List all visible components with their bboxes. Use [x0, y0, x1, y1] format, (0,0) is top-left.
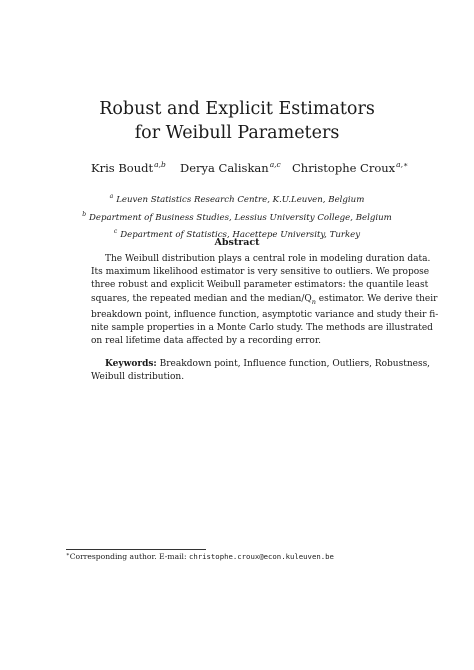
- keywords-text: Breakdown point, Influence function, Outliers, Robustness,: [156, 359, 431, 369]
- keywords-line-1: [91, 358, 431, 371]
- affil-text: Leuven Statistics Research Centre, K.U.Leuven, Belgium: [116, 195, 365, 205]
- abstract-line-4-start: squares, the repeated median and the median/Q: [91, 293, 312, 304]
- affil-text: Department of Statistics, Hacettepe University, Turkey: [120, 230, 361, 240]
- author-affil-mark: a,c: [269, 160, 281, 169]
- author-name: Christophe Croux: [292, 161, 396, 175]
- affil-mark: a: [109, 193, 114, 200]
- affiliation-b: [0, 208, 474, 226]
- affil-text: Department of Business Studies, Lessius University College, Belgium: [89, 212, 392, 223]
- footnote-mark: ∗: [66, 552, 70, 558]
- footnote-rule: [66, 549, 206, 550]
- author-boudt: [91, 160, 166, 175]
- keywords-label: Keywords:: [105, 359, 157, 369]
- abstract-body: [91, 253, 439, 348]
- author-name: Kris Boudt: [91, 161, 154, 175]
- footnote-email: christophe.croux@econ.kuleuven.be: [188, 552, 334, 561]
- paper-title: [0, 97, 474, 145]
- affil-mark: b: [82, 210, 87, 218]
- affil-mark: c: [113, 228, 118, 235]
- author-affil-mark: a,∗: [396, 160, 409, 169]
- footnote: [66, 552, 334, 561]
- abstract-line: nite sample properties in a Monte Carlo study. The methods are illustrated: [91, 322, 433, 333]
- keywords-line-2: Weibull distribution.: [91, 372, 185, 383]
- abstract-line: on real lifetime data affected by a recording error.: [91, 336, 322, 347]
- author-affil-mark: a,b: [154, 160, 166, 169]
- abstract-subscript: n: [311, 297, 316, 306]
- abstract-line-4-end: estimator. We derive their: [315, 293, 438, 304]
- abstract-heading: Abstract: [214, 237, 260, 248]
- keywords-block: [91, 358, 431, 384]
- abstract-line: three robust and explicit Weibull parameter estimators: the quantile least: [91, 280, 429, 291]
- author-croux: [292, 160, 408, 175]
- abstract-line-4: [91, 293, 438, 309]
- affiliation-a: [0, 190, 474, 208]
- author-list: [0, 160, 474, 180]
- footnote-text: Corresponding author. E-mail:: [69, 552, 189, 561]
- title-line-2: for Weibull Parameters: [134, 123, 340, 143]
- author-name: Derya Caliskan: [180, 161, 269, 175]
- affiliation-list: [0, 190, 474, 243]
- abstract-line: Its maximum likelihood estimator is very sensitive to outliers. We propose: [91, 267, 430, 278]
- title-line-1: Robust and Explicit Estimators: [99, 99, 375, 119]
- abstract-line: The Weibull distribution plays a central role in modeling duration data.: [105, 254, 431, 264]
- abstract-line: breakdown point, influence function, asymptotic variance and study their fi-: [91, 309, 439, 320]
- author-caliskan: [180, 160, 281, 175]
